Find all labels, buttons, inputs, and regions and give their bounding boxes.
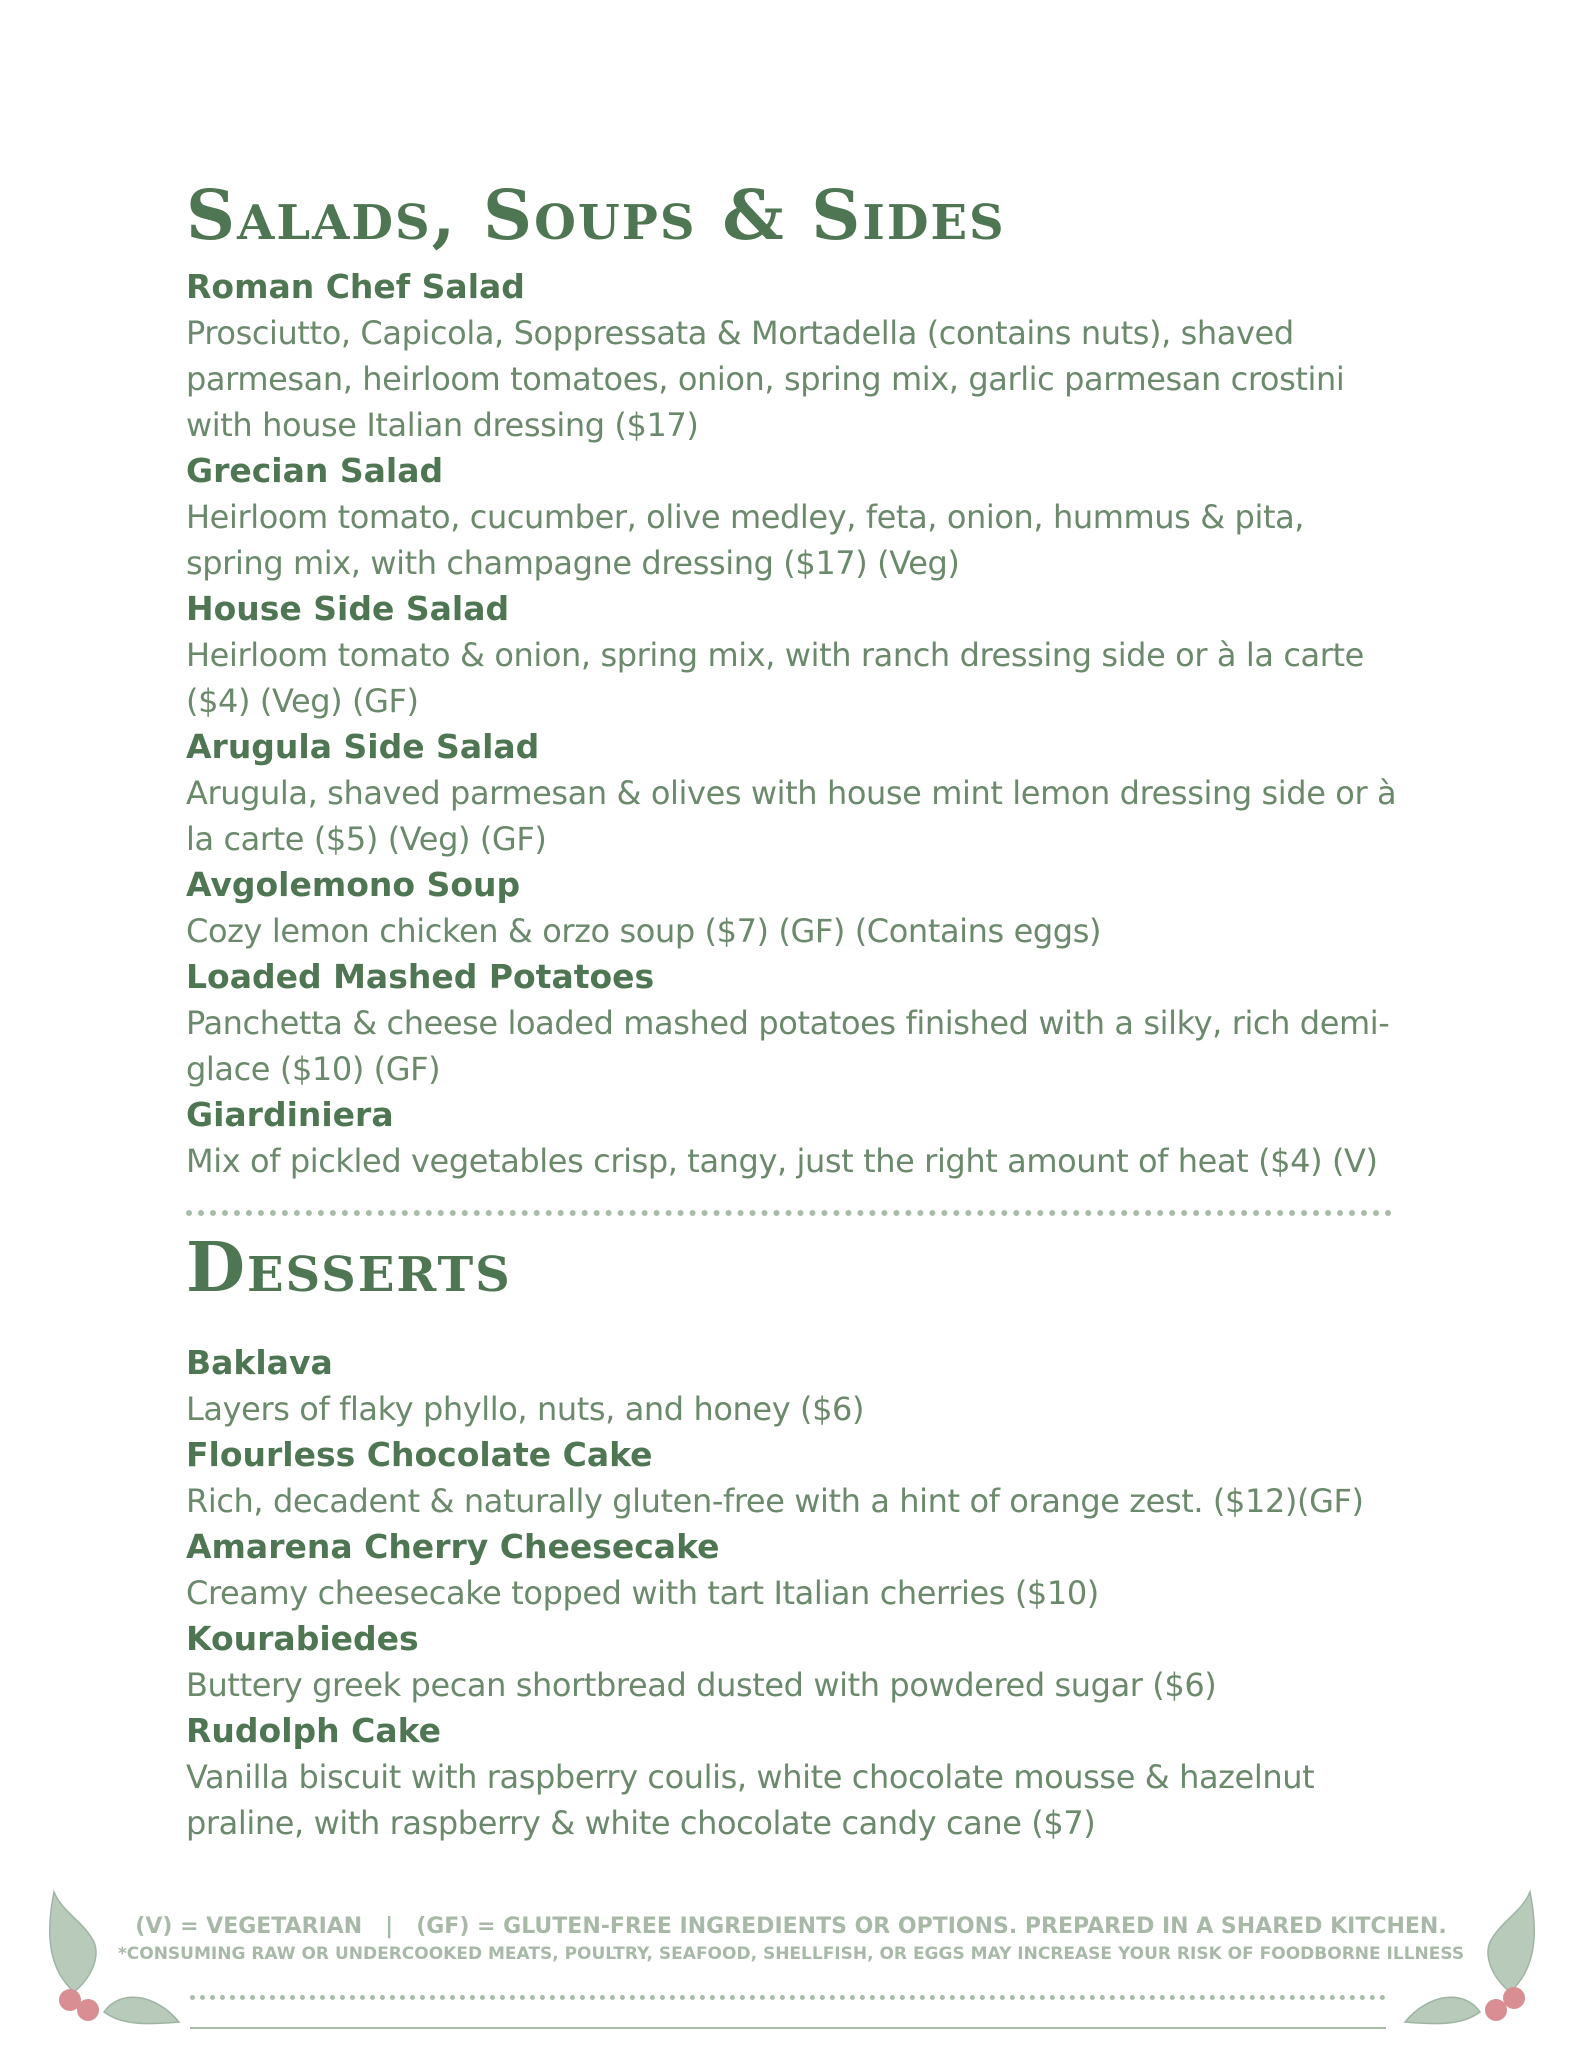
item-name: Rudolph Cake xyxy=(186,1711,442,1750)
item-name: Grecian Salad xyxy=(186,451,444,490)
legend xyxy=(0,1912,1582,1966)
item-description: Rich, decadent & naturally gluten-free with a hint of orange zest. ($12)(GF) xyxy=(186,1482,1364,1520)
section-divider xyxy=(186,1210,1392,1216)
menu-item xyxy=(186,1340,1406,1432)
item-name: Roman Chef Salad xyxy=(186,267,525,306)
legend-consumer-advisory: *CONSUMING RAW OR UNDERCOOKED MEATS, POULTRY, SEAFOOD, SHELLFISH, OR EGGS MAY INCREASE YOUR RISK OF FOODBORNE ILLNESS xyxy=(117,1944,1465,1964)
footer-rule xyxy=(190,2027,1386,2029)
item-name: Arugula Side Salad xyxy=(186,727,540,766)
item-description: Heirloom tomato, cucumber, olive medley, feta, onion, hummus & pita, spring mix, with champagne dressing ($17) (Veg) xyxy=(186,498,1305,582)
menu-item xyxy=(186,1708,1406,1846)
item-description: Creamy cheesecake topped with tart Italian cherries ($10) xyxy=(186,1574,1099,1612)
menu-item xyxy=(186,954,1406,1092)
menu-item xyxy=(186,586,1406,724)
item-name: Loaded Mashed Potatoes xyxy=(186,957,655,996)
desserts-list xyxy=(186,1340,1406,1846)
menu-content xyxy=(186,170,1406,1846)
item-description: Cozy lemon chicken & orzo soup ($7) (GF) (Contains eggs) xyxy=(186,912,1102,950)
item-description: Arugula, shaved parmesan & olives with house mint lemon dressing side or à la carte ($5) (Veg) (GF) xyxy=(186,774,1397,858)
menu-item xyxy=(186,1616,1406,1708)
item-name: House Side Salad xyxy=(186,589,510,628)
menu-item xyxy=(186,448,1406,586)
item-description: Buttery greek pecan shortbread dusted with powdered sugar ($6) xyxy=(186,1666,1217,1704)
item-name: Kourabiedes xyxy=(186,1619,419,1658)
item-description: Vanilla biscuit with raspberry coulis, white chocolate mousse & hazelnut praline, with raspberry & white chocolate candy cane ($7) xyxy=(186,1758,1315,1842)
item-name: Amarena Cherry Cheesecake xyxy=(186,1527,720,1566)
legend-diet-key: (V) = VEGETARIAN | (GF) = GLUTEN-FREE INGREDIENTS OR OPTIONS. PREPARED IN A SHARED KITCHEN. xyxy=(135,1914,1447,1939)
menu-item xyxy=(186,264,1406,448)
item-description: Mix of pickled vegetables crisp, tangy, just the right amount of heat ($4) (V) xyxy=(186,1142,1378,1180)
item-name: Flourless Chocolate Cake xyxy=(186,1435,653,1474)
holly-icon xyxy=(1400,1882,1540,2032)
menu-item xyxy=(186,1432,1406,1524)
item-description: Layers of flaky phyllo, nuts, and honey ($6) xyxy=(186,1390,865,1428)
item-name: Avgolemono Soup xyxy=(186,865,521,904)
holly-icon xyxy=(44,1882,184,2032)
menu-item xyxy=(186,1524,1406,1616)
item-name: Baklava xyxy=(186,1343,333,1382)
section-title-salads: Salads, Soups & Sides xyxy=(186,176,1006,256)
footer-dotted-divider xyxy=(190,1995,1386,2000)
menu-item xyxy=(186,862,1406,954)
item-name: Giardiniera xyxy=(186,1095,394,1134)
item-description: Panchetta & cheese loaded mashed potatoes finished with a silky, rich demi-glace ($10) (GF) xyxy=(186,1004,1390,1088)
salads-list xyxy=(186,264,1406,1184)
item-description: Heirloom tomato & onion, spring mix, with ranch dressing side or à la carte ($4) (Veg) (GF) xyxy=(186,636,1364,720)
menu-item xyxy=(186,724,1406,862)
section-title-desserts: Desserts xyxy=(186,1228,512,1308)
menu-item xyxy=(186,1092,1406,1184)
item-description: Prosciutto, Capicola, Soppressata & Mortadella (contains nuts), shaved parmesan, heirloom tomatoes, onion, spring mix, garlic parmesan crostini with house Italian dressing ($17) xyxy=(186,314,1345,444)
